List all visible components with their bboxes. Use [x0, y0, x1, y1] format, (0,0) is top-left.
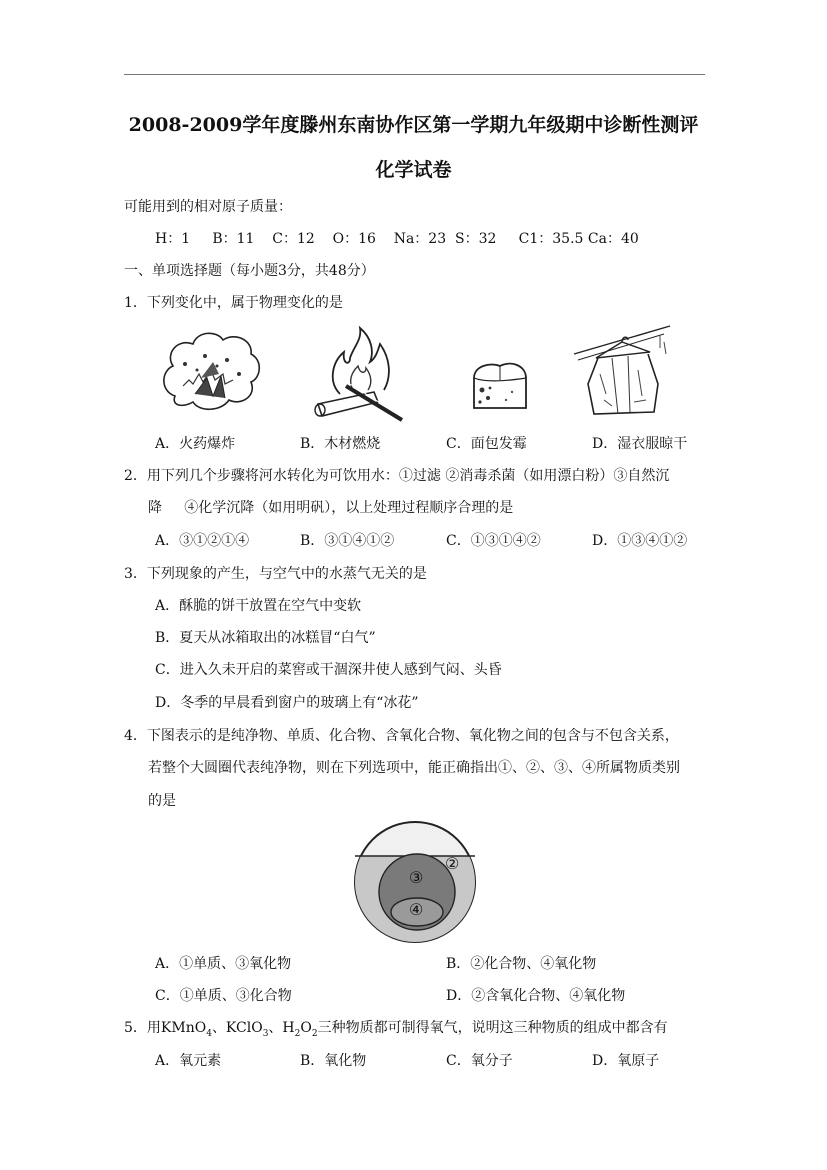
q5-stem: 5．用KMnO$_4$、KClO$_3$、$H_2O_2$三种物质都可制得氧气，说明这三种物质的组成中都含有	[124, 1020, 668, 1039]
atomic-mass-list: H：1 B：11 C：12 O：16 Na：23 S：32 C1：35.5 Ca：40	[155, 231, 639, 247]
q3-option-b: B．夏天从冰箱取出的冰糕冒“白气”	[155, 630, 376, 646]
q2-option-b: B．③①④①②	[300, 533, 395, 549]
q4-option-b: B．②化合物、④氧化物	[446, 956, 597, 972]
q4-option-c: C．①单质、③化合物	[155, 988, 292, 1004]
classification-diagram	[353, 820, 477, 944]
q1-option-a: A．火药爆炸	[155, 436, 236, 452]
exam-subtitle: 化学试卷	[375, 159, 452, 181]
diagram-label-4: ④	[409, 900, 424, 919]
diagram-label-3: ③	[409, 868, 424, 887]
q1-stem: 1．下列变化中，属于物理变化的是	[124, 295, 343, 311]
q1-option-c: C．面包发霉	[446, 436, 527, 452]
section-heading: 一、单项选择题（每小题3分，共48分）	[124, 263, 375, 279]
q5-option-b: B．氧化物	[300, 1053, 367, 1069]
q3-stem: 3．下列现象的产生，与空气中的水蒸气无关的是	[124, 566, 427, 582]
q4-option-a: A．①单质、③氧化物	[155, 956, 292, 972]
header-rule	[124, 74, 705, 75]
q3-option-d: D．冬季的早晨看到窗户的玻璃上有“冰花”	[155, 695, 419, 711]
q1-option-b: B．木材燃烧	[300, 436, 381, 452]
q2-option-d: D．①③④①②	[592, 533, 688, 549]
burning-wood-illustration	[310, 322, 410, 422]
diagram-label-2: ②	[445, 854, 460, 873]
q2-stem-line2: 降 ④化学沉降（如用明矾），以上处理过程顺序合理的是	[148, 500, 514, 516]
q4-stem-line2: 若整个大圆圈代表纯净物，则在下列选项中，能正确指出①、②、③、④所属物质类别	[148, 760, 680, 776]
atomic-mass-label: 可能用到的相对原子质量：	[124, 199, 292, 215]
q4-stem-line1: 4．下图表示的是纯净物、单质、化合物、含氧化合物、氧化物之间的包含与不包含关系，	[124, 728, 679, 744]
moldy-bread-illustration	[470, 358, 530, 414]
explosion-illustration	[155, 326, 267, 416]
q5-option-c: C．氧分子	[446, 1053, 513, 1069]
drying-clothes-illustration	[572, 324, 672, 420]
q5-option-d: D．氧原子	[592, 1053, 660, 1069]
q2-option-a: A．③①②①④	[155, 533, 250, 549]
q4-stem-line3: 的是	[148, 793, 176, 809]
q2-option-c: C．①③①④②	[446, 533, 541, 549]
q1-option-d: D．湿衣服晾干	[592, 436, 688, 452]
q4-option-d: D．②含氧化合物、④氧化物	[446, 988, 626, 1004]
exam-title: 2008-2009学年度滕州东南协作区第一学期九年级期中诊断性测评	[128, 114, 699, 136]
q3-option-a: A．酥脆的饼干放置在空气中变软	[155, 598, 362, 614]
q3-option-c: C．进入久未开启的菜窖或干涸深井使人感到气闷、头昏	[155, 662, 502, 678]
q5-option-a: A．氧元素	[155, 1053, 222, 1069]
q2-stem-line1: 2．用下列几个步骤将河水转化为可饮用水：①过滤 ②消毒杀菌（如用漂白粉）③自然沉	[124, 468, 670, 484]
